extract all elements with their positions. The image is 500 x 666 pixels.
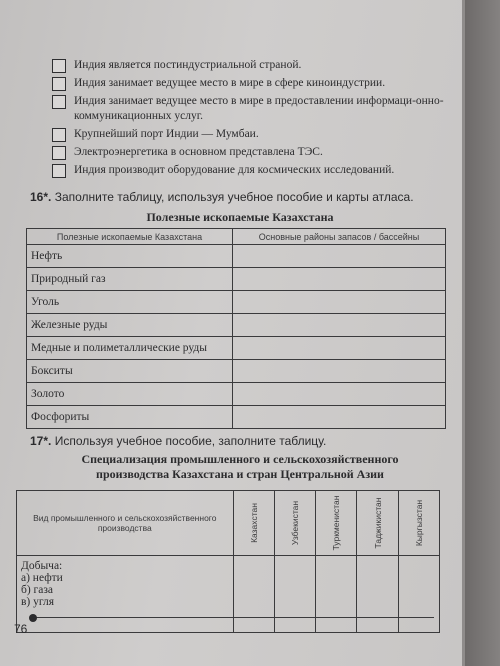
task-17-number: 17*.: [30, 434, 52, 448]
table-row: [27, 245, 446, 268]
footer-line: [34, 617, 434, 618]
task-16-number: 16*.: [30, 190, 52, 204]
answer-cell[interactable]: [274, 556, 315, 633]
table-row: [27, 406, 446, 429]
answer-cell[interactable]: [398, 556, 439, 633]
task-16-table-title: Полезные ископаемые Казахстана: [146, 210, 334, 224]
column-header-minerals: Полезные ископаемые Казахстана: [27, 229, 233, 245]
checkbox[interactable]: [52, 146, 66, 160]
column-header-regions: Основные районы запасов / бассейны: [233, 229, 446, 245]
minerals-table: [26, 228, 446, 429]
answer-cell[interactable]: [233, 245, 446, 268]
checklist-item-text: Крупнейший порт Индии — Мумбаи.: [74, 128, 259, 140]
table-row: [27, 337, 446, 360]
checklist-item: [52, 163, 452, 178]
page-marker-dot: [29, 614, 37, 622]
mineral-name: Фосфориты: [27, 406, 233, 429]
page-number: 76: [14, 622, 28, 636]
checklist-item-text: Индия занимает ведущее место в мире в предоставлении информаци-онно-коммуникационных услуг.: [74, 95, 444, 122]
column-header-kyrgyzstan: [398, 491, 439, 556]
answer-cell[interactable]: [233, 383, 446, 406]
table-row: [27, 291, 446, 314]
checklist-item-text: Индия занимает ведущее место в мире в сфере киноиндустрии.: [74, 77, 386, 89]
table-row: [27, 314, 446, 337]
task-16-instruction: [30, 190, 414, 204]
task-17-table-title-line2: производства Казахстана и стран Центральной Азии: [96, 467, 384, 481]
mineral-name: Железные руды: [27, 314, 233, 337]
table-row: [27, 383, 446, 406]
adjacent-page-edge: [465, 0, 500, 666]
statement-checklist: [52, 58, 452, 181]
checklist-item-text: Индия производит оборудование для космических исследований.: [74, 164, 395, 176]
checkbox[interactable]: [52, 128, 66, 142]
checklist-item: [52, 127, 452, 142]
answer-cell[interactable]: [316, 556, 357, 633]
answer-cell[interactable]: [233, 314, 446, 337]
task-17-instruction: [30, 434, 326, 448]
production-line: б) газа: [21, 584, 54, 596]
table-row: [17, 556, 440, 633]
checklist-item: [52, 58, 452, 73]
mineral-name: Медные и полиметаллические руды: [27, 337, 233, 360]
checkbox[interactable]: [52, 95, 66, 109]
table-row: [27, 360, 446, 383]
production-line: Добыча:: [21, 560, 63, 572]
production-type-cell: [17, 556, 234, 633]
checkbox[interactable]: [52, 164, 66, 178]
column-header-kazakhstan: [233, 491, 274, 556]
country-label: Туркменистан: [331, 495, 342, 551]
answer-cell[interactable]: [233, 268, 446, 291]
answer-cell[interactable]: [233, 337, 446, 360]
answer-cell[interactable]: [233, 406, 446, 429]
checklist-item: [52, 145, 452, 160]
country-label: Казахстан: [248, 503, 259, 543]
production-line: в) угля: [21, 596, 55, 608]
column-header-tajikistan: [357, 491, 398, 556]
answer-cell[interactable]: [357, 556, 398, 633]
column-header-uzbekistan: [274, 491, 315, 556]
country-label: Узбекистан: [289, 500, 300, 546]
task-16-text: Заполните таблицу, используя учебное пособие и карты атласа.: [54, 190, 414, 204]
task-17-text: Используя учебное пособие, заполните таблицу.: [54, 434, 327, 448]
production-line: а) нефти: [21, 572, 63, 584]
mineral-name: Нефть: [27, 245, 233, 268]
checklist-item: [52, 94, 452, 124]
mineral-name: Природный газ: [27, 268, 233, 291]
answer-cell[interactable]: [233, 360, 446, 383]
checklist-item: [52, 76, 452, 91]
checklist-item-text: Индия является постиндустриальной страной.: [74, 59, 302, 71]
country-label: Таджикистан: [372, 497, 383, 549]
checkbox[interactable]: [52, 77, 66, 91]
column-header-production-type: Вид промышленного и сельскохозяйственного производства: [17, 491, 234, 556]
specialization-table: [16, 490, 440, 633]
country-label: Кыргызстан: [413, 499, 424, 547]
answer-cell[interactable]: [233, 291, 446, 314]
mineral-name: Бокситы: [27, 360, 233, 383]
table-row: [27, 268, 446, 291]
mineral-name: Уголь: [27, 291, 233, 314]
column-header-turkmenistan: [316, 491, 357, 556]
answer-cell[interactable]: [233, 556, 274, 633]
mineral-name: Золото: [27, 383, 233, 406]
checkbox[interactable]: [52, 59, 66, 73]
task-17-table-title-line1: Специализация промышленного и сельскохозяйственного: [81, 452, 399, 466]
checklist-item-text: Электроэнергетика в основном представлена ТЭС.: [74, 146, 323, 158]
